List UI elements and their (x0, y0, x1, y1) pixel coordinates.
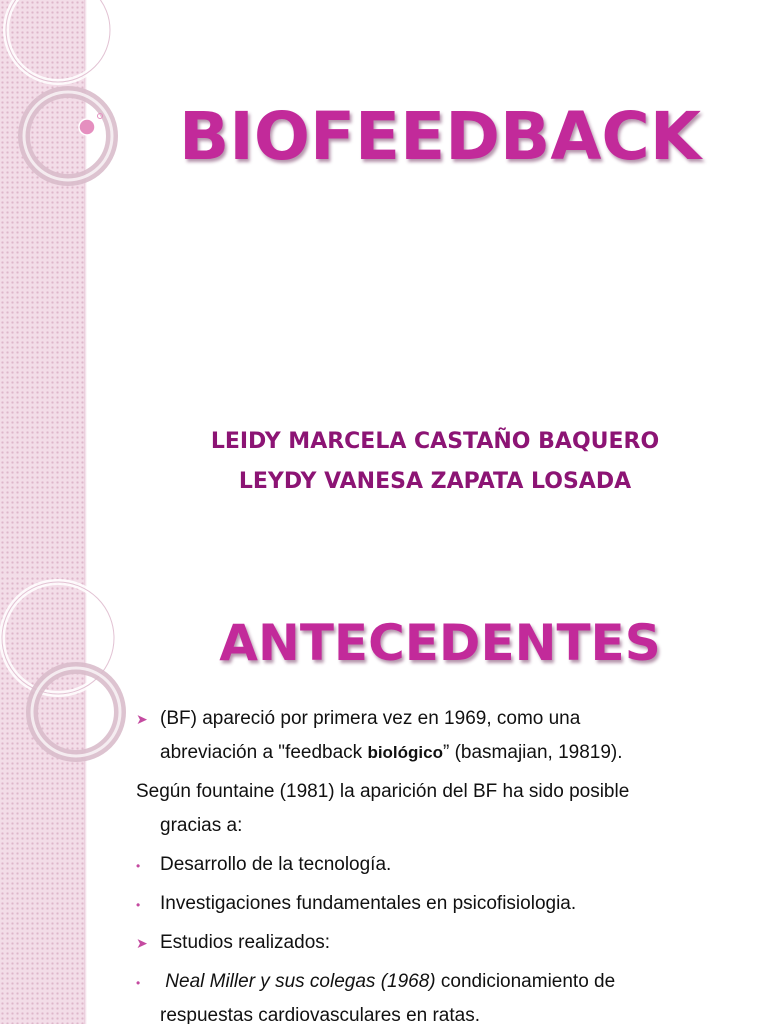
content-slide (0, 576, 768, 1024)
list-item: Según fountaine (1981) la aparición del BF ha sido posible gracias a: (136, 781, 630, 836)
arrow-right-icon: ➤ (136, 935, 148, 951)
list-item: • Neal Miller y sus colegas (1968) condicionamiento de respuestas cardiovasculares en ratas. (136, 965, 736, 1024)
decorative-circles (0, 0, 130, 200)
list-item: ➤ (BF) apareció por primera vez en 1969, como una abreviación a "feedback biológico” (basmajian, 19819). (136, 702, 736, 770)
slide-title: ANTECEDENTES (219, 614, 661, 672)
list-item: • Investigaciones fundamentales en psicofisiologia. (136, 887, 736, 921)
authors (100, 422, 768, 502)
decorative-circles (0, 576, 130, 776)
author-name: LEYDY VANESA ZAPATA LOSADA (238, 469, 632, 494)
dot-icon: • (136, 859, 141, 873)
dot-icon: • (136, 976, 141, 990)
slide-title: BIOFEEDBACK (179, 98, 701, 175)
author-name: LEIDY MARCELA CASTAÑO BAQUERO (210, 429, 660, 454)
bullet-list (136, 702, 736, 1024)
dot-icon: • (136, 898, 141, 912)
list-item: • Desarrollo de la tecnología. (136, 848, 736, 882)
list-item: ➤ Estudios realizados: (136, 926, 736, 960)
pink-dot-icon (79, 119, 95, 135)
arrow-right-icon: ➤ (136, 711, 148, 727)
